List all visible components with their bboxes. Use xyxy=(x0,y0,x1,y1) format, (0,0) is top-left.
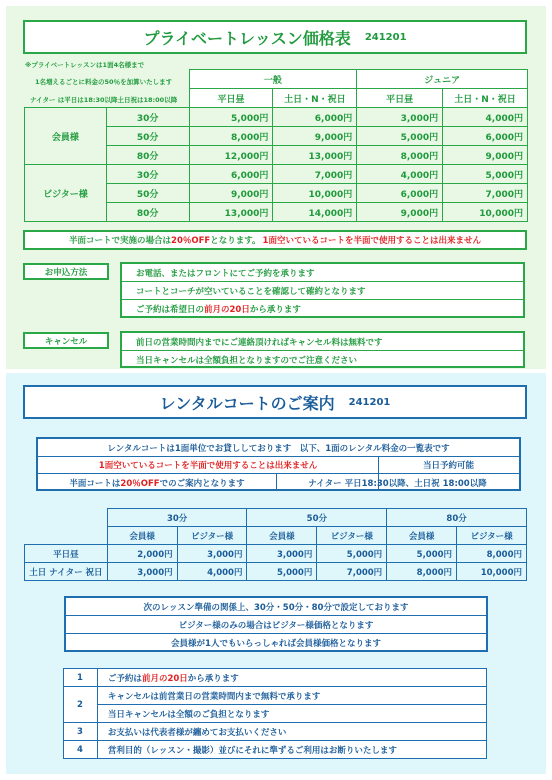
notice-3: 会員様が1人でもいらっしゃれば会員様価格となります xyxy=(171,639,381,649)
group-junior: ジュニア xyxy=(357,70,528,89)
note-1: ※プライベートレッスンは1面4名様まで xyxy=(25,61,145,69)
rule-text: 営利目的（レッスン・撮影）並びにそれに準ずるご利用はお断りいたします xyxy=(97,741,486,759)
duration: 50分 xyxy=(106,127,189,146)
notice-1: 次のレッスン準備の関係上、30分・50分・80分で設定しております xyxy=(143,603,409,613)
price-cell: 4,000円 xyxy=(357,165,443,184)
rental-notice-box xyxy=(64,596,488,652)
duration: 80分 xyxy=(106,146,189,165)
price-cell: 7,000円 xyxy=(443,184,528,203)
rental-price-table xyxy=(24,508,527,581)
private-price-table xyxy=(24,69,528,222)
rental-price: 8,000円 xyxy=(457,545,527,563)
cancel-line-2: 当日キャンセルは全額負担となりますのでご注意ください xyxy=(136,356,358,366)
price-cell: 14,000円 xyxy=(273,203,357,222)
price-cell: 13,000円 xyxy=(189,203,273,222)
price-cell: 4,000円 xyxy=(443,108,528,127)
rental-price: 3,000円 xyxy=(247,545,317,563)
rule-text: キャンセルは前営業日の営業時間内まで無料で承ります xyxy=(97,687,486,705)
rule-text: ご予約は前月の20日から承ります xyxy=(97,669,486,687)
rental-info-3d: ナイター 平日18:30以降、土日祝 18:00以降 xyxy=(308,479,487,489)
price-cell: 5,000円 xyxy=(357,127,443,146)
rental-dur-30: 30分 xyxy=(107,509,247,527)
rule-text: お支払いは代表者様が纏めてお支払いください xyxy=(97,723,486,741)
subhead: 土日・N・祝日 xyxy=(273,89,357,108)
rental-info-3a: 半面コートは20％OFFでのご案内となります xyxy=(69,479,245,489)
price-cell: 12,000円 xyxy=(189,146,273,165)
duration: 50分 xyxy=(106,184,189,203)
price-cell: 6,000円 xyxy=(443,127,528,146)
rental-price: 8,000円 xyxy=(387,563,457,581)
price-cell: 8,000円 xyxy=(357,146,443,165)
rental-info-2a: 1面空いているコートを半面で使用することは出来ません xyxy=(98,461,318,471)
rental-row-label: 平日昼 xyxy=(25,545,108,563)
rental-dur-80: 80分 xyxy=(387,509,527,527)
duration: 80分 xyxy=(106,203,189,222)
cancel-box xyxy=(120,331,525,368)
private-title: プライベートレッスン価格表 xyxy=(143,28,351,48)
price-cell: 13,000円 xyxy=(273,146,357,165)
rental-title-box xyxy=(23,385,527,419)
price-cell: 6,000円 xyxy=(273,108,357,127)
rule-number: 2 xyxy=(64,687,98,723)
price-cell: 6,000円 xyxy=(189,165,273,184)
half-discount: 20％OFF xyxy=(171,236,211,246)
subhead: 土日・N・祝日 xyxy=(443,89,528,108)
rental-price: 4,000円 xyxy=(177,563,247,581)
half-text: となります。 xyxy=(210,236,261,246)
half-court-note xyxy=(23,230,527,250)
rental-info-1: レンタルコートは1面単位でお貸ししております 以下、1面のレンタル料金の一覧表です xyxy=(107,444,450,454)
private-title-box xyxy=(23,20,527,54)
apply-line-2: コートとコーチが空いていることを確認して確約となります xyxy=(136,287,366,297)
apply-label: お申込方法 xyxy=(23,263,109,280)
price-cell: 3,000円 xyxy=(357,108,443,127)
rental-price: 10,000円 xyxy=(457,563,527,581)
cancel-label: キャンセル xyxy=(23,332,109,349)
price-cell: 10,000円 xyxy=(273,184,357,203)
rental-subhead: 会員様 xyxy=(107,527,177,545)
apply-box xyxy=(120,262,525,318)
cancel-line-1: 前日の営業時間内までにご連絡頂ければキャンセル料は無料です xyxy=(136,338,383,348)
price-cell: 9,000円 xyxy=(443,146,528,165)
price-cell: 7,000円 xyxy=(273,165,357,184)
rental-code: 241201 xyxy=(348,396,391,408)
rental-price: 5,000円 xyxy=(317,545,387,563)
half-text: 半面コートで実施の場合は xyxy=(69,236,172,246)
rental-rules-table xyxy=(63,668,487,759)
rule-text: 当日キャンセルは全額のご負担となります xyxy=(97,705,486,723)
private-code: 241201 xyxy=(364,31,407,43)
rental-price: 3,000円 xyxy=(107,563,177,581)
rule-number: 4 xyxy=(64,741,98,759)
group-general: 一般 xyxy=(189,70,357,89)
subhead: 平日昼 xyxy=(189,89,273,108)
rental-info-2b: 当日予約可能 xyxy=(422,461,474,471)
price-cell: 9,000円 xyxy=(273,127,357,146)
note-2: 1名増えるごとに料金の50％を加算いたします xyxy=(35,78,173,86)
price-cell: 8,000円 xyxy=(189,127,273,146)
rental-price: 3,000円 xyxy=(177,545,247,563)
rental-dur-50: 50分 xyxy=(247,509,387,527)
rental-info-box xyxy=(36,437,521,491)
subhead: 平日昼 xyxy=(357,89,443,108)
rental-price: 7,000円 xyxy=(317,563,387,581)
price-cell: 5,000円 xyxy=(443,165,528,184)
rental-subhead: 会員様 xyxy=(247,527,317,545)
duration: 30分 xyxy=(106,165,189,184)
rule-number: 3 xyxy=(64,723,98,741)
notice-2: ビジター様のみの場合はビジター様価格となります xyxy=(178,621,374,631)
rental-row-label: 土日 ナイター 祝日 xyxy=(25,563,108,581)
rental-price: 5,000円 xyxy=(387,545,457,563)
rental-title: レンタルコートのご案内 xyxy=(159,393,335,413)
rule-number: 1 xyxy=(64,669,98,687)
note-3: ナイター は平日は18:30以降土日祝は18:00以降 xyxy=(30,96,178,104)
price-cell: 10,000円 xyxy=(443,203,528,222)
duration: 30分 xyxy=(106,108,189,127)
rental-price: 5,000円 xyxy=(247,563,317,581)
rental-subhead: 会員様 xyxy=(387,527,457,545)
rental-subhead: ビジター様 xyxy=(177,527,247,545)
category-visitor: ビジター様 xyxy=(25,165,107,222)
apply-line-1: お電話、またはフロントにてご予約を承ります xyxy=(136,269,315,279)
price-cell: 5,000円 xyxy=(189,108,273,127)
apply-line-3: ご予約は希望日の前月の20日から承ります xyxy=(136,305,301,315)
price-cell: 9,000円 xyxy=(189,184,273,203)
category-member: 会員様 xyxy=(25,108,107,165)
rental-price: 2,000円 xyxy=(107,545,177,563)
rental-subhead: ビジター様 xyxy=(317,527,387,545)
price-cell: 6,000円 xyxy=(357,184,443,203)
price-cell: 9,000円 xyxy=(357,203,443,222)
rental-subhead: ビジター様 xyxy=(457,527,527,545)
half-warning: 1面空いているコートを半面で使用することは出来ません xyxy=(262,236,481,246)
